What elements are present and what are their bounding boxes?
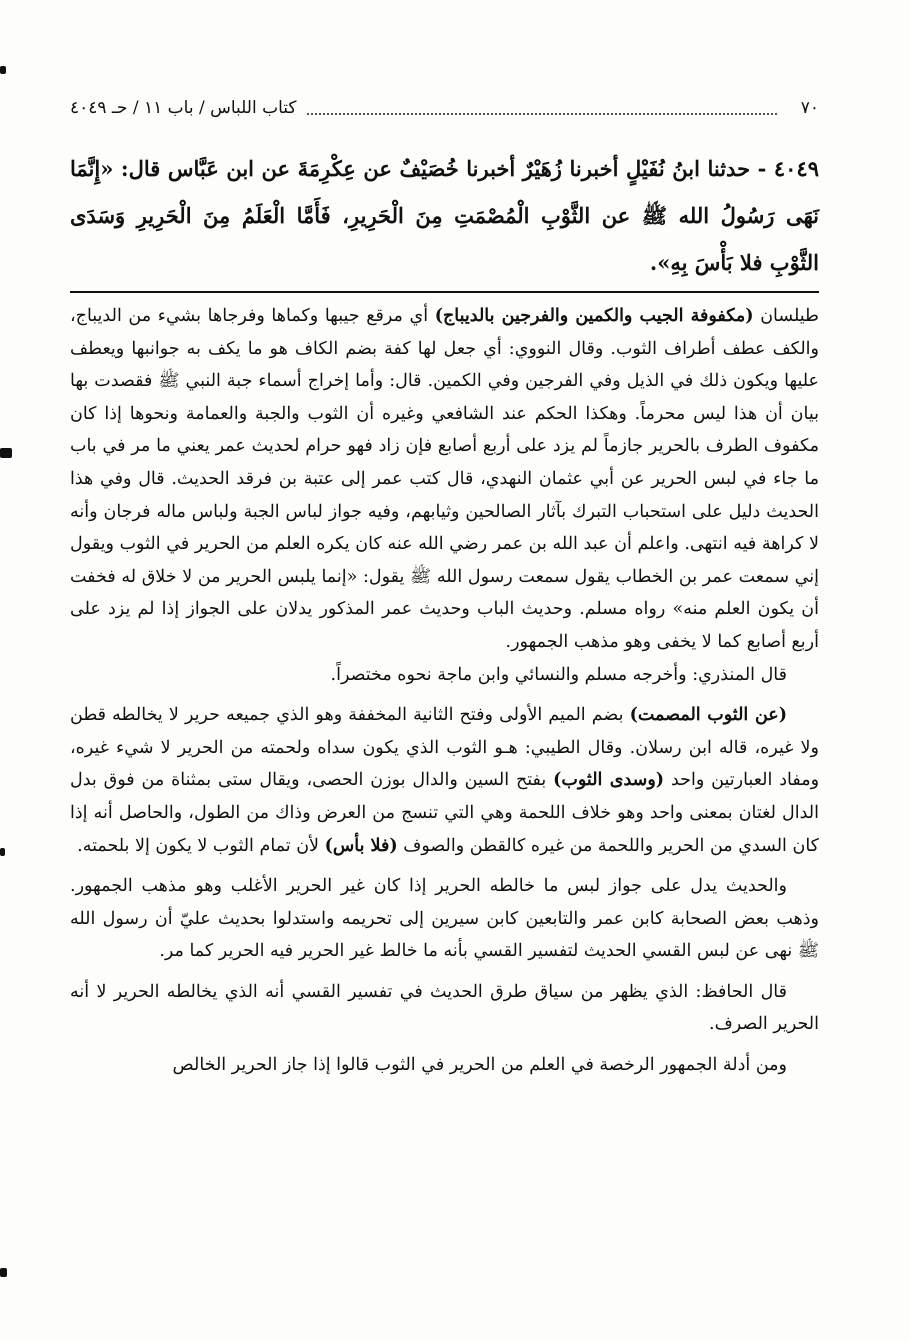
hadith-text-block <box>70 145 819 286</box>
commentary-paragraph <box>70 659 819 692</box>
running-title: كتاب اللباس / باب ١١ / حـ ٤٠٤٩ <box>70 98 297 118</box>
bold-lemma: (مكفوفة الجيب والكمين والفرجين بالديباج) <box>434 306 754 326</box>
commentary-paragraph <box>70 300 819 659</box>
binding-mark <box>0 848 5 856</box>
binding-mark <box>0 448 12 458</box>
paragraph-text: لأن تمام الثوب لا يكون إلا بلحمته. <box>77 835 325 856</box>
binding-mark <box>0 66 6 74</box>
paragraph-text: طيلسان <box>753 306 819 326</box>
bold-lemma: (وسدى الثوب) <box>553 770 665 791</box>
paragraph-text: ومن أدلة الجمهور الرخصة في العلم من الحرير في الثوب قالوا إذا جاز الحرير الخالص <box>172 1055 787 1076</box>
leader-dots <box>307 101 777 115</box>
running-header <box>70 92 819 124</box>
bold-lemma: (عن الثوب المصمت) <box>629 705 787 726</box>
paragraph-text: بضم الميم الأولى وفتح الثانية المخففة وهو الذي جميعه حرير لا يخالطه قطن ولا غيره، قاله ابن رسلان. وقال الطيبي: هـو الثوب الذي يكون سداه ولحمته من الحرير لا شيء غيره، ومفاد العبارتين واحد <box>70 705 820 791</box>
paragraph-text: والحديث يدل على جواز لبس ما خالطه الحرير إذا كان غير الحرير الأغلب وهو مذهب الجمهور. وذهب بعض الصحابة كابن عمر والتابعين كابن سيرين إلى تحريمه واستدلوا بحديث عليّ أن رسول الله ﷺ نهى عن لبس القسي الحديث لتفسير القسي بأنه ما خالط غير الحرير فيه الحرير كما مر. <box>70 876 819 962</box>
commentary-paragraph <box>70 870 819 968</box>
hadith-text: - حدثنا ابنُ نُفَيْلٍ أخبرنا زُهَيْرٌ أخبرنا خُصَيْفٌ عن عِكْرِمَةَ عن ابن عَبَّاس قال: «إِنَّمَا نَهَى رَسُولُ الله ﷺ عن الثَّوْبِ الْمُصْمَتِ مِنَ الْحَرِيرِ، فَأَمَّا الْعَلَمُ مِنَ الْحَرِيرِ وَسَدَى الثَّوْبِ فلا بَأْسَ بِهِ». <box>70 156 819 275</box>
commentary-block <box>70 300 819 1082</box>
commentary-paragraph <box>70 699 819 862</box>
page-number: ٧٠ <box>800 98 819 118</box>
paragraph-text: أي مرقع جيبها وكماها وفرجاها بشيء من الديباج، والكف عطف أطراف الثوب. وقال النووي: أي جعل لها كفة بضم الكاف هو ما يكف به جوانبها ويعطف عليها ويكون ذلك في الذيل وفي الفرجين وفي الكمين. قال: وأما إخراج أسماء جبة النبي ﷺ فقصدت بها بيان أن هذا ليس محرماً. وهكذا الحكم عند الشافعي وغيره أن الثوب والجبة والعمامة ونحوها إذا كان مكفوف الطرف بالحرير جازماً لم يزد على أربع أصابع فإن زاد فهو حرام لحديث عمر يعني ما مر في باب ما جاء في لبس الحرير عن أبي عثمان النهدي، قال كتب عمر إلى عتبة بن فرقد الحديث. قال وفي هذا الحديث دليل على استحباب التبرك بآثار الصالحين وثيابهم، وفيه جواز لباس الجبة ولباس ماله فرجان وأنه لا كراهة فيه انتهى. واعلم أن عبد الله بن عمر رضي الله عنه كان يكره العلم من الحرير في الثوب ويقول إني سمعت عمر بن الخطاب يقول سمعت رسول الله ﷺ يقول: «إنما يلبس الحرير من لا خلاق له فخفت أن يكون العلم منه» رواه مسلم. وحديث الباب وحديث عمر المذكور يدلان على الجواز إذا لم يزد على أربع أصابع كما لا يخفى وهو مذهب الجمهور. <box>70 306 819 652</box>
commentary-paragraph <box>70 976 819 1041</box>
binding-mark <box>0 1268 7 1277</box>
paragraph-text: قال الحافظ: الذي يظهر من سياق طرق الحديث في تفسير القسي أنه الذي يخالطه الحرير لا أنه الحرير الصرف. <box>70 981 819 1035</box>
bold-lemma: (فلا بأس) <box>324 835 398 856</box>
paragraph-text: بفتح السين والدال بوزن الحصى، ويقال ستى بمثناة من فوق بدل الدال لغتان بمعنى واحد وهو خلاف اللحمة وهي التي تنسج من العرض وذاك من الطول، والحاصل أنه إذا كان السدي من الحرير واللحمة من غيره كالقطن والصوف <box>70 770 819 856</box>
hadith-number: ٤٠٤٩ <box>773 156 819 181</box>
commentary-paragraph <box>70 1049 819 1082</box>
paragraph-text: قال المنذري: وأخرجه مسلم والنسائي وابن ماجة نحوه مختصراً. <box>330 664 787 685</box>
separator-rule <box>70 291 819 293</box>
